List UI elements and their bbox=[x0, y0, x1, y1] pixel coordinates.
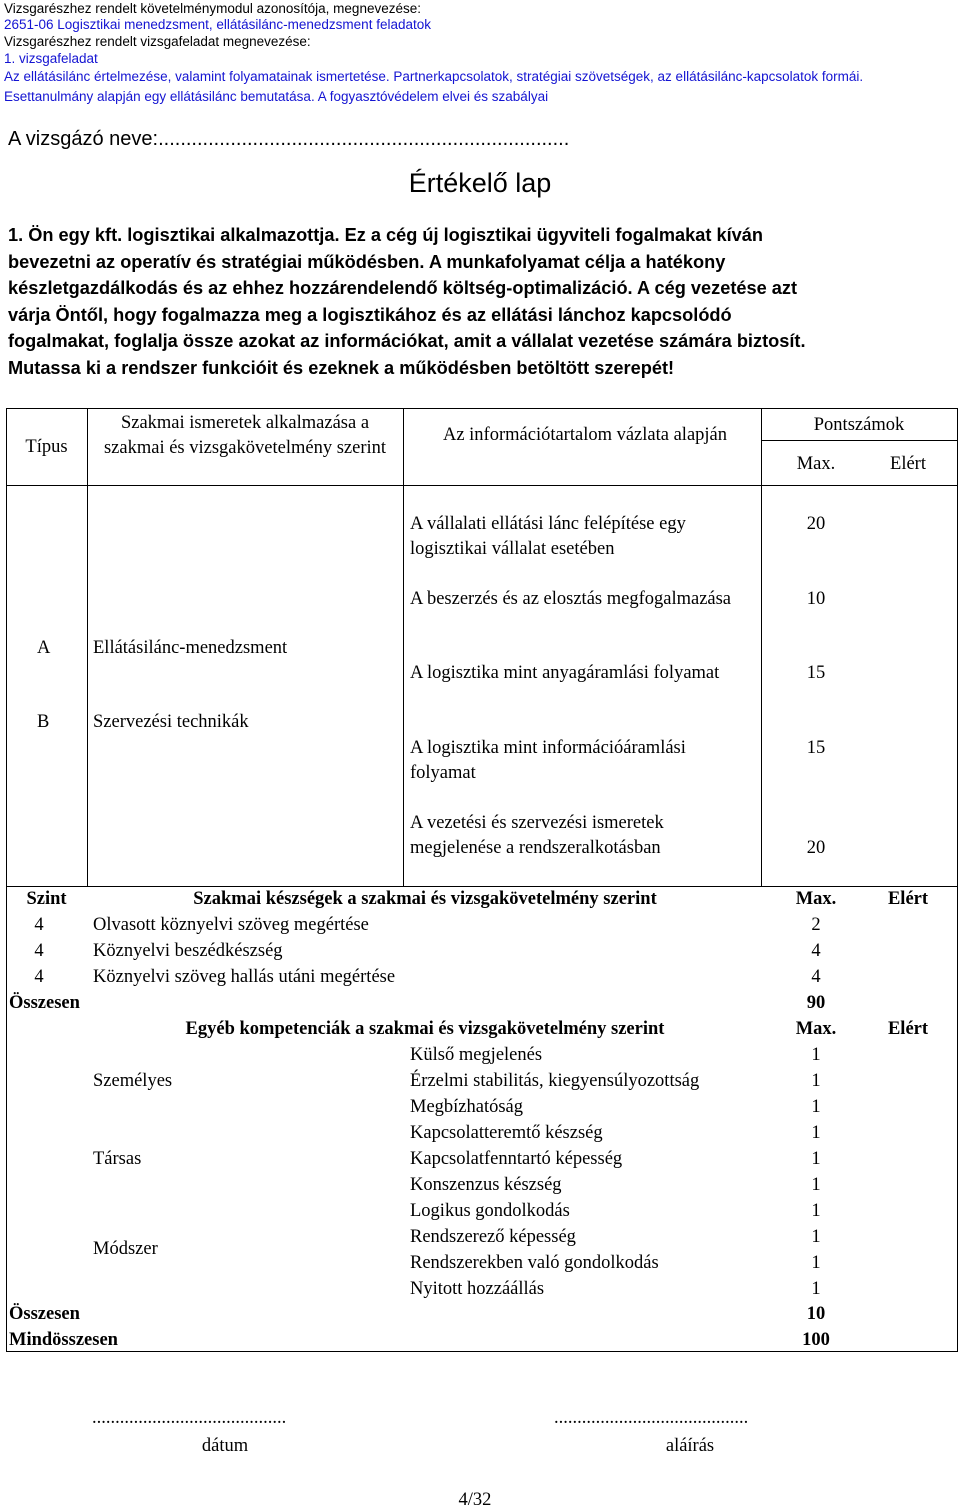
outline-max: 15 bbox=[806, 738, 826, 758]
document-header bbox=[0, 0, 960, 108]
competencies-total-label: Összesen bbox=[9, 1304, 80, 1324]
skill-max: 4 bbox=[811, 967, 821, 987]
skill-name: Olvasott köznyelvi szöveg megértése bbox=[93, 915, 369, 935]
competencies-total: 10 bbox=[806, 1304, 826, 1324]
outline-item: A vállalati ellátási lánc felépítése egy logisztikai vállalat esetében bbox=[410, 514, 686, 559]
competency-max: 1 bbox=[811, 1123, 821, 1143]
skill-name: Köznyelvi szöveg hallás utáni megértése bbox=[93, 967, 396, 987]
outline-item: A vezetési és szervezési ismeretek megjelenése a rendszeralkotásban bbox=[410, 813, 664, 858]
task-name-value: 1. vizsgafeladat bbox=[4, 51, 98, 66]
competency-max: 1 bbox=[811, 1201, 821, 1221]
skills-max-header: Max. bbox=[795, 889, 837, 909]
module-label: Vizsgarészhez rendelt követelménymodul azonosítója, megnevezése: bbox=[4, 1, 421, 16]
column-header-max: Max. bbox=[796, 454, 836, 474]
date-field: .......................................... bbox=[92, 1408, 287, 1428]
outline-max: 10 bbox=[806, 589, 826, 609]
competencies-achieved-header: Elért bbox=[887, 1019, 929, 1039]
task-line-5: fogalmakat, foglalja össze azokat az információkat, amit a vállalat vezetése számára biztosít. bbox=[8, 331, 806, 351]
competency-item: Külső megjelenés bbox=[410, 1045, 543, 1065]
knowledge-a: Ellátásilánc-menedzsment bbox=[93, 638, 288, 658]
competency-max: 1 bbox=[811, 1045, 821, 1065]
examinee-name-field: A vizsgázó neve:.......................................................................... bbox=[8, 128, 570, 150]
task-text bbox=[8, 222, 950, 381]
outline-item: A beszerzés és az elosztás megfogalmazása bbox=[410, 589, 732, 609]
competency-max: 1 bbox=[811, 1149, 821, 1169]
competency-item: Rendszerező képesség bbox=[410, 1227, 576, 1247]
outline-item: A logisztika mint információáramlási folyamat bbox=[410, 738, 686, 783]
signature-field: .......................................... bbox=[554, 1408, 749, 1428]
grand-total: 100 bbox=[802, 1330, 830, 1350]
skills-title: Szakmai készségek a szakmai és vizsgakövetelmény szerint bbox=[193, 889, 657, 909]
task-line-4: várja Öntől, hogy fogalmazza meg a logisztikához és az ellátási lánchoz kapcsolódó bbox=[8, 304, 732, 325]
grand-total-label: Mindösszesen bbox=[9, 1330, 118, 1350]
signature-label: aláírás bbox=[665, 1436, 715, 1456]
outline-max: 20 bbox=[806, 514, 826, 534]
task-description-line1: Az ellátásilánc értelmezése, valamint folyamatainak ismertetése. Partnerkapcsolatok, stratégiai szövetségek, az ellátásilánc-kapcsolatok formái. bbox=[4, 69, 864, 84]
competency-max: 1 bbox=[811, 1227, 821, 1247]
competency-group: Módszer bbox=[93, 1239, 158, 1259]
outline-max: 20 bbox=[806, 838, 826, 858]
competency-group: Társas bbox=[93, 1149, 142, 1169]
competencies-title: Egyéb kompetenciák a szakmai és vizsgakövetelmény szerint bbox=[185, 1019, 665, 1039]
task-line-1: 1. Ön egy kft. logisztikai alkalmazottja. Ez a cég új logisztikai ügyviteli fogalmakat kíván bbox=[8, 225, 764, 245]
competency-item: Nyitott hozzáállás bbox=[410, 1279, 545, 1299]
column-header-achieved: Elért bbox=[890, 454, 926, 474]
page-title: Értékelő lap bbox=[408, 168, 552, 198]
knowledge-b: Szervezési technikák bbox=[93, 712, 249, 732]
competencies-max-header: Max. bbox=[795, 1019, 837, 1039]
outline-item: A logisztika mint anyagáramlási folyamat bbox=[410, 663, 720, 683]
task-line-3: készletgazdálkodás és az ehhez hozzárendelendő költség-optimalizáció. A cég vezetése azt bbox=[8, 278, 798, 298]
page-number: 4/32 bbox=[458, 1490, 492, 1510]
column-header-knowledge: Szakmai ismeretek alkalmazása a szakmai és vizsgakövetelmény szerint bbox=[103, 413, 387, 458]
task-description-line2: Esettanulmány alapján egy ellátásilánc bemutatása. A fogyasztóvédelem elvei és szabályai bbox=[4, 89, 549, 104]
competency-max: 1 bbox=[811, 1175, 821, 1195]
column-header-outline: Az információtartalom vázlata alapján bbox=[442, 425, 728, 445]
module-value: 2651-06 Logisztikai menedzsment, ellátásilánc-menedzsment feladatok bbox=[4, 17, 431, 32]
column-header-points: Pontszámok bbox=[813, 415, 905, 435]
competency-max: 1 bbox=[811, 1279, 821, 1299]
competency-item: Kapcsolatfenntartó képesség bbox=[410, 1149, 623, 1169]
competency-max: 1 bbox=[811, 1071, 821, 1091]
date-label: dátum bbox=[201, 1436, 249, 1456]
competency-item: Érzelmi stabilitás, kiegyensúlyozottság bbox=[410, 1071, 700, 1091]
outline-max: 15 bbox=[806, 663, 826, 683]
type-b: B bbox=[37, 712, 50, 732]
competency-item: Rendszerekben való gondolkodás bbox=[410, 1253, 659, 1273]
skill-max: 2 bbox=[811, 915, 821, 935]
column-header-type: Típus bbox=[25, 437, 68, 457]
competency-item: Megbízhatóság bbox=[410, 1097, 524, 1117]
task-line-6: Mutassa ki a rendszer funkcióit és ezeknek a működésben betöltött szerepét! bbox=[8, 357, 675, 378]
skills-level-header: Szint bbox=[26, 889, 67, 909]
skills-achieved-header: Elért bbox=[887, 889, 929, 909]
skill-max: 4 bbox=[811, 941, 821, 961]
skills-total-label: Összesen bbox=[9, 993, 80, 1013]
skills-total: 90 bbox=[806, 993, 826, 1013]
competency-item: Logikus gondolkodás bbox=[410, 1201, 570, 1221]
type-a: A bbox=[37, 638, 51, 658]
competency-item: Kapcsolatteremtő készség bbox=[410, 1123, 603, 1143]
skill-level: 4 bbox=[34, 967, 44, 987]
skill-level: 4 bbox=[34, 941, 44, 961]
competency-item: Konszenzus készség bbox=[410, 1175, 562, 1195]
skill-level: 4 bbox=[34, 915, 44, 935]
competency-group: Személyes bbox=[93, 1071, 173, 1091]
task-line-2: bevezetni az operatív és stratégiai működésben. A munkafolyamat célja a hatékony bbox=[8, 251, 726, 272]
task-name-label: Vizsgarészhez rendelt vizsgafeladat megnevezése: bbox=[4, 34, 311, 49]
competency-max: 1 bbox=[811, 1097, 821, 1117]
skill-name: Köznyelvi beszédkészség bbox=[93, 941, 283, 961]
competency-max: 1 bbox=[811, 1253, 821, 1273]
